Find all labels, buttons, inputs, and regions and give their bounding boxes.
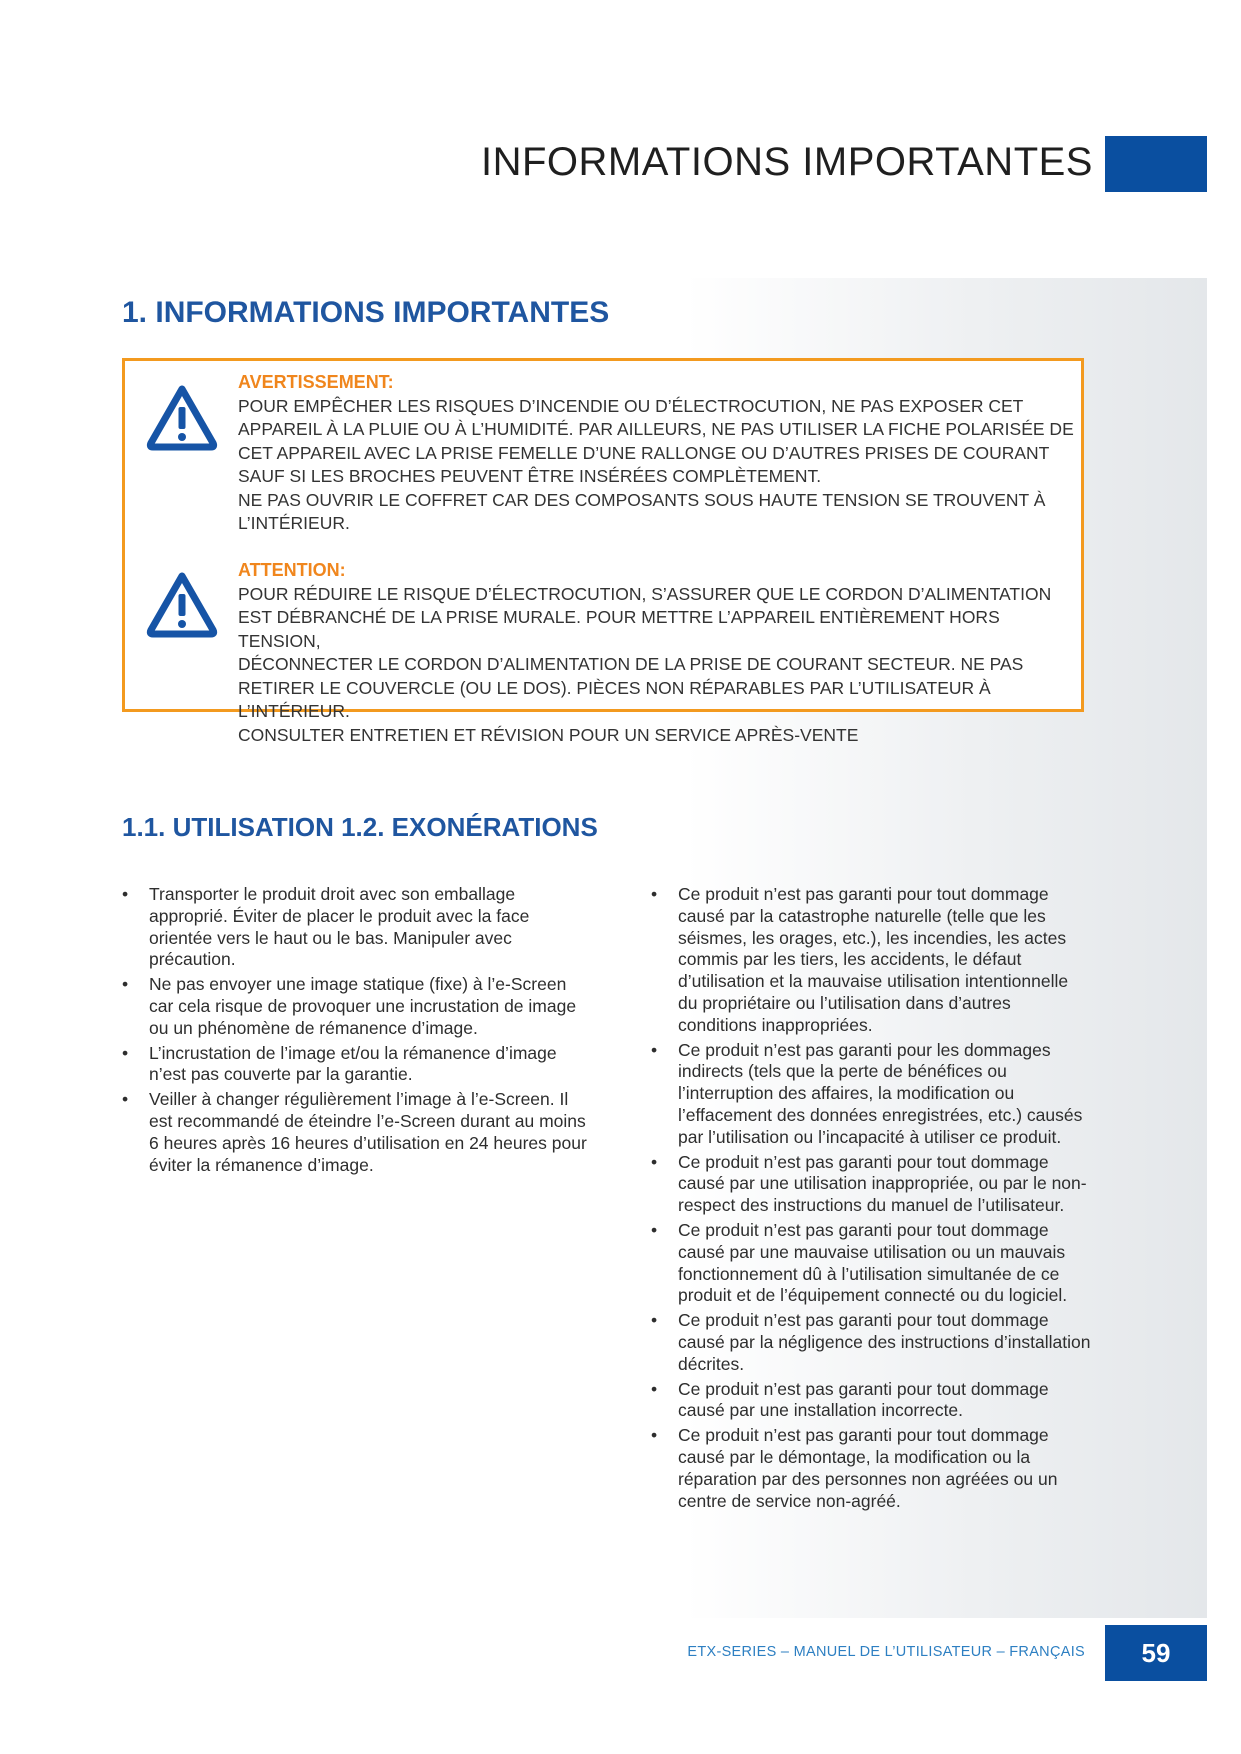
bullet: • xyxy=(122,1089,129,1110)
list-item: • Ce produit n’est pas garanti pour tout dommage causé par le démontage, la modification ou la réparation par des personnes non agréées ou un centre de service non-agréé. xyxy=(651,1425,1058,1511)
list-item: • Ce produit n’est pas garanti pour les dommages indirects (tels que la perte de bénéfices ou l’interruption des affaires, la modification ou l’effacement des données enregistrées, etc.) causés par l’utilisation ou l’incapacité à utiliser ce produit. xyxy=(651,1039,1083,1147)
list-item: • Ce produit n’est pas garanti pour tout dommage causé par une utilisation inappropriée, ou par le non-respect des instructions du manuel de l’utilisateur. xyxy=(651,1151,1087,1216)
bullet: • xyxy=(122,1042,129,1063)
list-item: • Ce produit n’est pas garanti pour tout dommage causé par une mauvaise utilisation ou un mauvais fonctionnement dû à l’utilisation simultanée de ce produit et de l’équipement connecté ou du logiciel. xyxy=(651,1219,1068,1306)
list-item: • Ce produit n’est pas garanti pour tout dommage causé par la négligence des instructions d’installation décrites. xyxy=(651,1310,1091,1374)
list-item: • Ce produit n’est pas garanti pour tout dommage causé par une installation incorrecte. xyxy=(651,1378,1049,1421)
warning-text: POUR RÉDUIRE LE RISQUE D’ÉLECTROCUTION, S’ASSURER QUE LE CORDON D’ALIMENTATION EST DÉBRANCHÉ DE LA PRISE MURALE. POUR METTRE L’APPAREIL ENTIÈREMENT HORS TENSION, DÉCONNECTER LE CORDON D’ALIMENTATION DE LA PRISE DE COURANT SECTEUR. NE PAS RETIRER LE COUVERCLE (OU LE DOS). PIÈCES NON RÉPARABLES PAR L’UTILISATEUR À L’INTÉRIEUR. CONSULTER ENTRETIEN ET RÉVISION POUR UN SERVICE APRÈS-VENTE xyxy=(238,583,1052,745)
header-color-block xyxy=(1105,136,1207,192)
bullet: • xyxy=(651,1219,658,1240)
list-item: • Ne pas envoyer une image statique (fixe) à l’e-Screen car cela risque de provoquer une incrustation de image ou un phénomène de rémanence d’image. xyxy=(122,974,577,1038)
section-title: 1. INFORMATIONS IMPORTANTES xyxy=(122,296,610,329)
warning-label: AVERTISSEMENT: xyxy=(238,372,394,392)
warning-label: ATTENTION: xyxy=(238,560,346,580)
warning-text: POUR EMPÊCHER LES RISQUES D’INCENDIE OU D’ÉLECTROCUTION, NE PAS EXPOSER CET APPAREIL À LA PLUIE OU À L’HUMIDITÉ. PAR AILLEURS, NE PAS UTILISER LA FICHE POLARISÉE DE CET APPAREIL AVEC LA PRISE FEMELLE D’UNE RALLONGE OU D’AUTRES PRISES DE COURANT SAUF SI LES BROCHES PEUVENT ÊTRE INSÉRÉES COMPLÈTEMENT. NE PAS OUVRIR LE COFFRET CAR DES COMPOSANTS SOUS HAUTE TENSION SE TROUVENT À L’INTÉRIEUR. xyxy=(238,395,1074,533)
subsection-title: 1.1. UTILISATION 1.2. EXONÉRATIONS xyxy=(122,812,598,842)
disclaimer-list xyxy=(651,884,1091,1515)
bullet: • xyxy=(651,1039,658,1060)
warning-box xyxy=(122,358,1084,745)
bullet: • xyxy=(651,1151,658,1172)
warning-block-attention xyxy=(238,559,1081,747)
bullet: • xyxy=(651,1378,658,1399)
list-item: • L’incrustation de l’image et/ou la rémanence d’image n’est pas couverte par la garantie. xyxy=(122,1042,557,1085)
warning-triangle-icon xyxy=(145,570,219,638)
bullet: • xyxy=(122,974,129,995)
list-item: • Transporter le produit droit avec son emballage approprié. Éviter de placer le produit avec la face orientée vers le haut ou le bas. Manipuler avec précaution. xyxy=(122,884,530,970)
page-number: 59 xyxy=(1105,1625,1207,1681)
header-title: INFORMATIONS IMPORTANTES xyxy=(480,140,1093,184)
bullet: • xyxy=(651,1425,658,1446)
warning-block-avertissement xyxy=(238,371,1074,536)
list-item: • Veiller à changer régulièrement l’image à l’e-Screen. Il est recommandé de éteindre l’e-Screen durant au moins 6 heures après 16 heures d’utilisation en 24 heures pour éviter la rémanence d’image. xyxy=(122,1089,587,1175)
list-item: • Ce produit n’est pas garanti pour tout dommage causé par la catastrophe naturelle (telle que les séismes, les orages, etc.), les incendies, les actes commis par les tiers, les accidents, le défaut d’utilisation et la mauvaise utilisation intentionnelle du propriétaire ou l’utilisation dans d’autres conditions inappropriées. xyxy=(651,884,1069,1035)
warning-triangle-icon xyxy=(145,383,219,451)
bullet: • xyxy=(122,884,129,904)
bullet: • xyxy=(651,884,658,904)
bullet: • xyxy=(651,1310,658,1331)
footer-text: ETX-SERIES – MANUEL DE L’UTILISATEUR – FRANÇAIS xyxy=(687,1644,1085,1660)
usage-list xyxy=(122,884,592,1179)
